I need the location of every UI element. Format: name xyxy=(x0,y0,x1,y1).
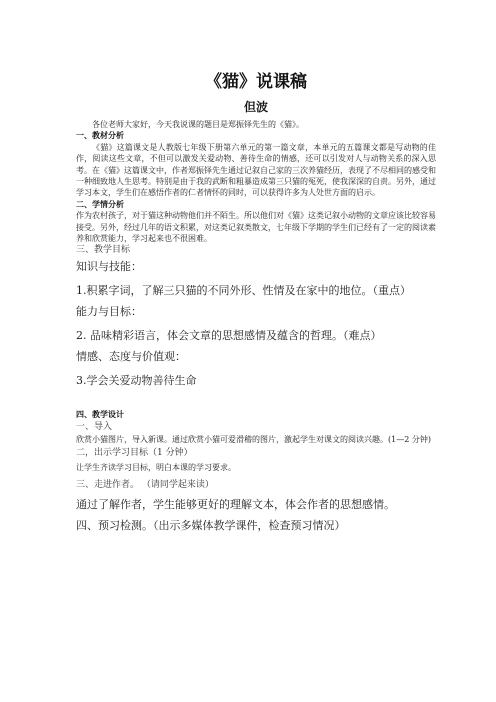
step-3-body: 通过了解作者，学生能够更好的理解文本，体会作者的思想感情。 xyxy=(76,497,395,511)
section-heading-teaching-goals: 三、教学目标 xyxy=(76,245,131,256)
section-heading-teaching-design: 四、教学设计 xyxy=(76,410,124,420)
emotion-values-label: 情感、态度与价值观： xyxy=(76,350,186,364)
step-2-heading: 二，出示学习目标（1 分钟） xyxy=(76,448,193,459)
goal-1: 1.积累字词，了解三只猫的不同外形、性情及在家中的地位。（重点） xyxy=(76,284,411,298)
goal-2: 2. 品味精彩语言，体会文章的思想感情及蕴含的哲理。（难点） xyxy=(76,329,382,343)
student-analysis-paragraph: 作为农村孩子，对于猫这种动物他们并不陌生。所以他们对《猫》这类记叙小动物的文章应该比较容易接受。另外，经过几年的语文积累，对这类记叙类散文，七年级下学期的学生们已经有了一定的阅读素养和欣赏能力，学习起来也不很困难。 xyxy=(76,211,436,244)
knowledge-skills-label: 知识与技能： xyxy=(76,260,142,274)
section-heading-textbook-analysis: 一、教材分析 xyxy=(76,131,124,141)
step-2-body: 让学生齐读学习目标，明白本课的学习要求。 xyxy=(76,463,236,473)
step-4-heading: 四、预习检测。（出示多媒体教学课件，检查预习情况） xyxy=(76,518,346,532)
step-1-heading: 一、导入 xyxy=(76,421,113,432)
intro-paragraph: 各位老师大家好，今天我说课的题目是郑振铎先生的《猫》。 xyxy=(92,120,304,129)
document-page xyxy=(76,70,436,534)
goal-3: 3.学会关爱动物善待生命 xyxy=(76,374,197,388)
section-heading-student-analysis: 二、学情分析 xyxy=(76,199,124,209)
step-3-heading: 三、走进作者。 （请同学起来读） xyxy=(76,479,214,490)
step-1-body: 欣赏小猫图片，导入新课。通过欣赏小猫可爱滑稽的图片，激起学生对课文的阅读兴趣。(1—2 分钟) xyxy=(76,434,431,444)
ability-goal-label: 能力与目标： xyxy=(76,305,142,319)
textbook-analysis-paragraph: 《猫》这篇课文是人教版七年级下册第六单元的第一篇文章，本单元的五篇课文都是写动物的佳作，阅读这些文章，不但可以激发关爱动物、善待生命的情感，还可以引发对人与动物关系的深入思考。在《猫》这篇课文中，作者郑振铎先生通过记叙自己家的三次养猫经历，表现了不尽相同的感受和一种细致地人生思考。特别是由于我的武断和粗暴造成第三只猫的冤死，使我深深的自责。另外，通过学习本文，学生们在感悟作者的仁者情怀的同时，可以获得许多为人处世方面的启示。 xyxy=(76,142,436,198)
document-title: 《猫》说课稿 xyxy=(205,72,307,92)
author-name: 但波 xyxy=(243,100,268,114)
